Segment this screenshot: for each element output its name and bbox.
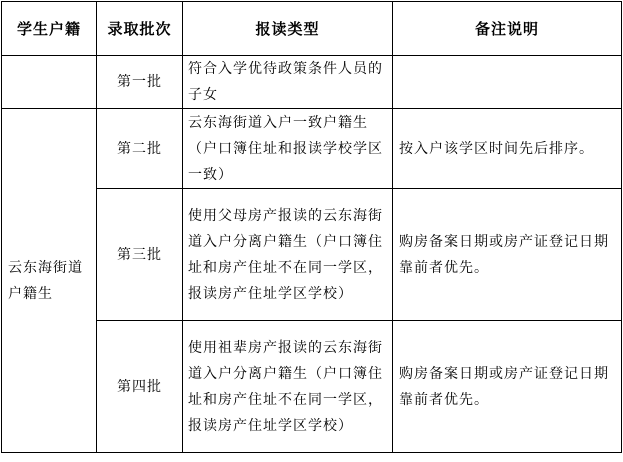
batch-cell: 第一批	[97, 56, 183, 109]
note-cell: 按入户该学区时间先后排序。	[393, 109, 622, 189]
note-cell: 购房备案日期或房产证登记日期靠前者优先。	[393, 189, 622, 321]
note-cell: 购房备案日期或房产证登记日期靠前者优先。	[393, 321, 622, 453]
header-batch: 录取批次	[97, 2, 183, 56]
header-type: 报读类型	[183, 2, 393, 56]
batch-cell: 第三批	[97, 189, 183, 321]
batch-cell: 第二批	[97, 109, 183, 189]
batch-cell: 第四批	[97, 321, 183, 453]
note-cell	[393, 56, 622, 109]
household-merged-cell: 云东海街道户籍生	[2, 109, 97, 453]
header-note: 备注说明	[393, 2, 622, 56]
header-household: 学生户籍	[2, 2, 97, 56]
household-cell	[2, 56, 97, 109]
admission-batch-table	[1, 1, 622, 453]
table-row	[2, 109, 622, 189]
table-row	[2, 56, 622, 109]
type-cell: 符合入学优待政策条件人员的子女	[183, 56, 393, 109]
type-cell: 使用父母房产报读的云东海街道入户分离户籍生（户口簿住址和房产住址不在同一学区，报读房产住址学区学校）	[183, 189, 393, 321]
table-header-row	[2, 2, 622, 56]
type-cell: 云东海街道入户一致户籍生（户口簿住址和报读学校学区一致）	[183, 109, 393, 189]
type-cell: 使用祖辈房产报读的云东海街道入户分离户籍生（户口簿住址和房产住址不在同一学区，报读房产住址学区学校）	[183, 321, 393, 453]
